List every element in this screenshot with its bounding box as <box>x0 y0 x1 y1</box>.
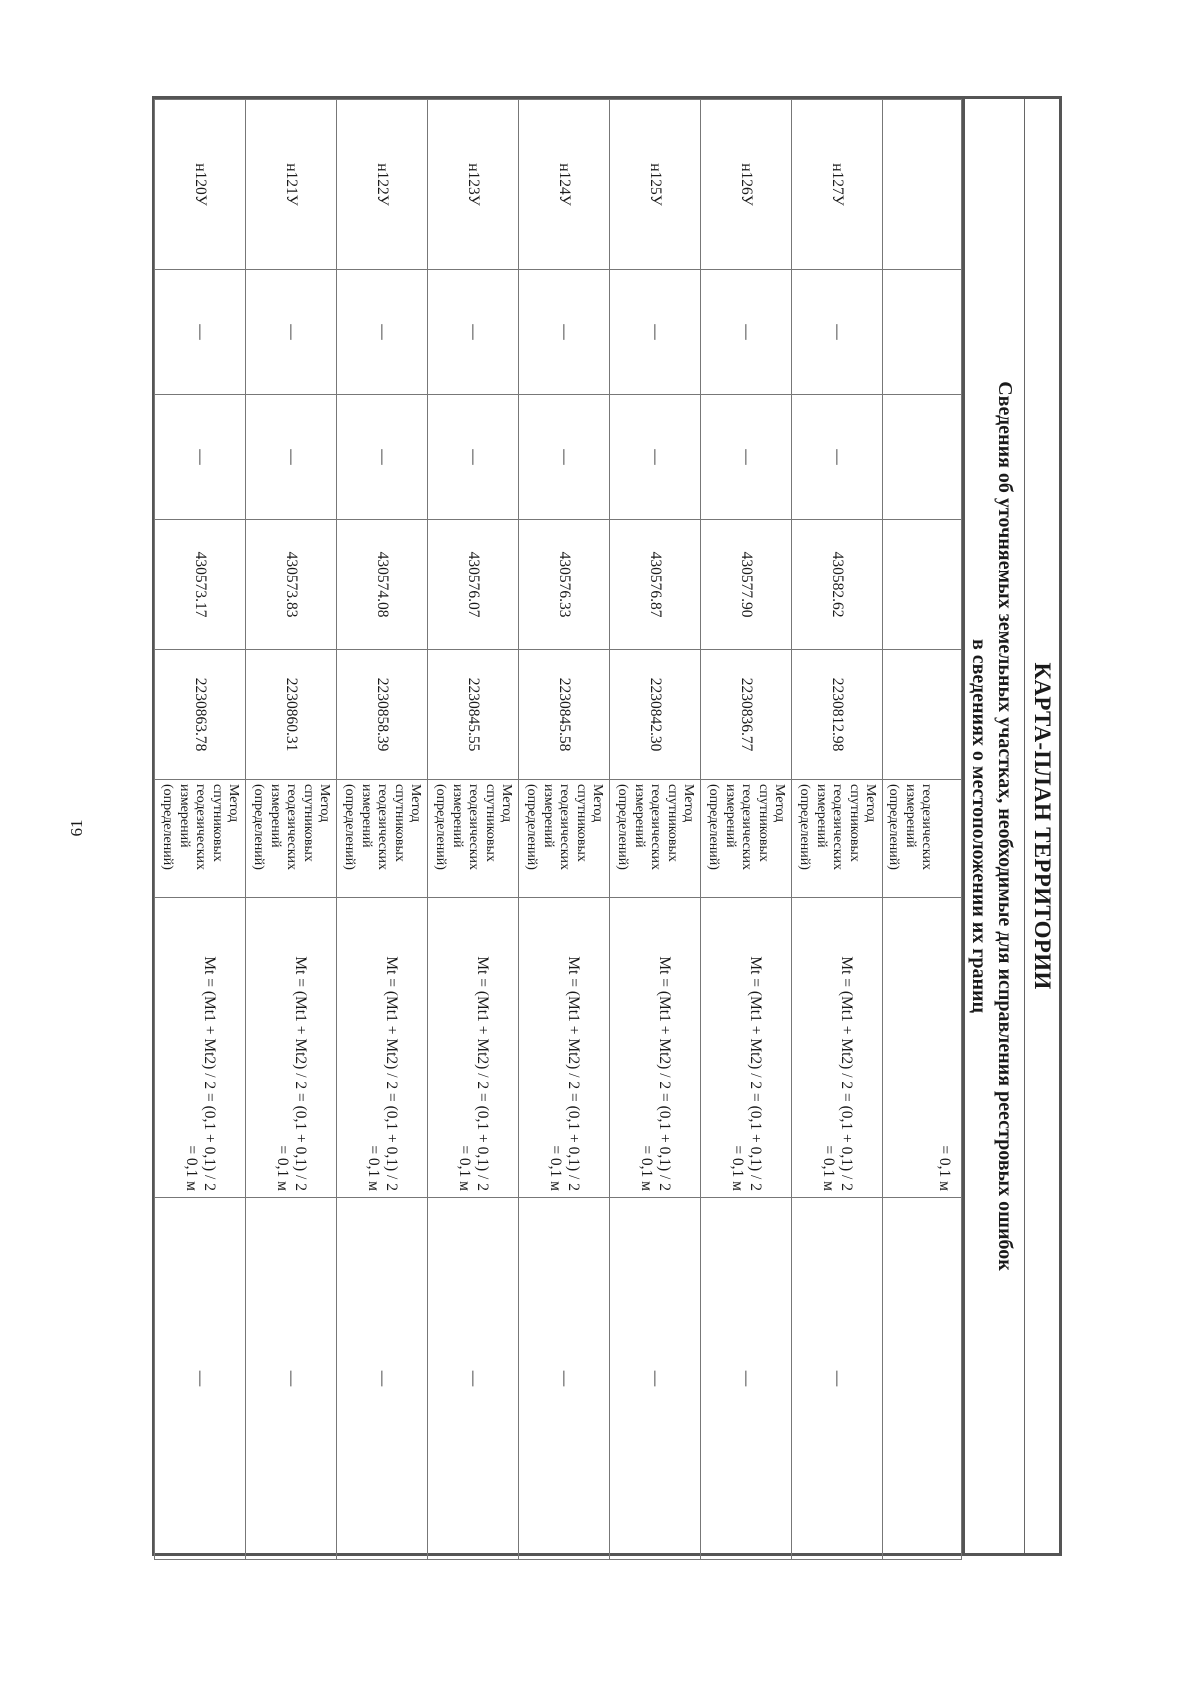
new-x-cell <box>155 520 246 650</box>
subtitle-line-2: в сведениях о местоположении их границ <box>968 638 990 1014</box>
old-x-cell <box>519 270 610 395</box>
formula-cell <box>792 898 883 1198</box>
dash: — <box>556 1370 573 1387</box>
point-cell <box>701 100 792 270</box>
formula-text: Mt = (Mt1 + Mt2) / 2 = (0,1 + 0,1) / 2 <box>201 956 218 1191</box>
method-line: геодезических <box>193 784 209 871</box>
point-name: н126У <box>738 163 755 206</box>
new-y-cell <box>246 650 337 780</box>
x-coordinate: 430577.90 <box>738 551 755 618</box>
coordinates-table <box>154 99 962 1560</box>
dash: — <box>738 1370 755 1387</box>
method-line: Метод спутниковых <box>209 784 242 862</box>
dash: — <box>374 1370 391 1387</box>
old-y-cell <box>610 395 701 520</box>
dash: — <box>829 324 846 340</box>
y-coordinate: 2230836.77 <box>738 677 755 752</box>
point-name: н125У <box>647 163 664 206</box>
new-x-cell <box>792 520 883 650</box>
formula-value: = 0,1 м <box>638 1145 655 1191</box>
dash: — <box>283 449 300 465</box>
formula-cell <box>701 898 792 1198</box>
point-name: н124У <box>556 163 573 206</box>
method-line: (определений) <box>160 784 176 870</box>
point-cell <box>792 100 883 270</box>
point-name: н123У <box>465 163 482 206</box>
x-coordinate: 430574.08 <box>374 551 391 618</box>
method-cell <box>337 780 428 898</box>
page-title: КАРТА-ПЛАН ТЕРРИТОРИИ <box>1024 99 1059 1553</box>
method-cell <box>519 780 610 898</box>
new-y-cell <box>701 650 792 780</box>
table-row <box>701 100 792 1560</box>
old-y-cell <box>246 395 337 520</box>
formula-cell <box>883 898 962 1198</box>
new-x-cell <box>883 520 962 650</box>
formula-value: = 0,1 м <box>274 1145 291 1191</box>
new-y-cell <box>519 650 610 780</box>
y-coordinate: 2230812.98 <box>829 677 846 752</box>
method-line: измерений <box>813 784 829 848</box>
point-cell <box>337 100 428 270</box>
formula-value: = 0,1 м <box>456 1145 473 1191</box>
new-y-cell <box>155 650 246 780</box>
description-cell <box>792 1198 883 1560</box>
method-cell <box>610 780 701 898</box>
old-x-cell <box>792 270 883 395</box>
x-coordinate: 430576.33 <box>556 551 573 618</box>
rotated-table-sheet <box>152 96 1062 1556</box>
description-cell <box>246 1198 337 1560</box>
dash: — <box>374 324 391 340</box>
method-cell <box>883 780 962 898</box>
old-x-cell <box>883 270 962 395</box>
dash: — <box>647 1370 664 1387</box>
new-y-cell <box>883 650 962 780</box>
method-line: (определений) <box>797 784 813 870</box>
dash: — <box>465 324 482 340</box>
method-cell <box>428 780 519 898</box>
method-line: геодезических <box>466 784 482 871</box>
new-x-cell <box>701 520 792 650</box>
point-cell <box>610 100 701 270</box>
method-line: Метод спутниковых <box>664 784 697 862</box>
formula-text: Mt = (Mt1 + Mt2) / 2 = (0,1 + 0,1) / 2 <box>838 956 855 1191</box>
formula-cell <box>519 898 610 1198</box>
dash: — <box>192 449 209 465</box>
description-cell <box>519 1198 610 1560</box>
method-line: геодезических <box>739 784 755 871</box>
formula-text: Mt = (Mt1 + Mt2) / 2 = (0,1 + 0,1) / 2 <box>383 956 400 1191</box>
new-y-cell <box>610 650 701 780</box>
description-cell <box>701 1198 792 1560</box>
description-cell <box>155 1198 246 1560</box>
formula-value: = 0,1 м <box>936 1145 953 1191</box>
new-x-cell <box>428 520 519 650</box>
method-line: измерений <box>540 784 556 848</box>
subtitle-line-1: Сведения об уточняемых земельных участках, необходимые для исправления реестровых ошибок <box>994 381 1016 1271</box>
old-x-cell <box>610 270 701 395</box>
dash: — <box>556 324 573 340</box>
formula-text: Mt = (Mt1 + Mt2) / 2 = (0,1 + 0,1) / 2 <box>565 956 582 1191</box>
point-name: н120У <box>192 163 209 206</box>
old-y-cell <box>792 395 883 520</box>
y-coordinate: 2230842.30 <box>647 677 664 752</box>
dash: — <box>465 1370 482 1387</box>
dash: — <box>283 324 300 340</box>
dash: — <box>283 1370 300 1387</box>
point-name: н122У <box>374 163 391 206</box>
dash: — <box>192 1370 209 1387</box>
point-cell <box>883 100 962 270</box>
method-line: геодезических <box>830 784 846 871</box>
method-line: Метод спутниковых <box>482 784 515 862</box>
new-y-cell <box>792 650 883 780</box>
method-line: измерений <box>267 784 283 848</box>
y-coordinate: 2230845.58 <box>556 677 573 752</box>
x-coordinate: 430576.07 <box>465 551 482 618</box>
formula-value: = 0,1 м <box>820 1145 837 1191</box>
point-name: н121У <box>283 163 300 206</box>
method-line: (определений) <box>886 784 902 870</box>
method-line: (определений) <box>615 784 631 870</box>
formula-text: Mt = (Mt1 + Mt2) / 2 = (0,1 + 0,1) / 2 <box>747 956 764 1191</box>
formula-cell <box>610 898 701 1198</box>
method-line: (определений) <box>342 784 358 870</box>
formula-cell <box>155 898 246 1198</box>
y-coordinate: 2230858.39 <box>374 677 391 752</box>
old-y-cell <box>337 395 428 520</box>
method-line: Метод спутниковых <box>755 784 788 862</box>
method-line: измерений <box>449 784 465 848</box>
old-x-cell <box>701 270 792 395</box>
method-line: геодезических <box>919 784 935 871</box>
formula-value: = 0,1 м <box>183 1145 200 1191</box>
old-y-cell <box>701 395 792 520</box>
method-line: Метод спутниковых <box>846 784 879 862</box>
method-line: измерений <box>176 784 192 848</box>
formula-text: Mt = (Mt1 + Mt2) / 2 = (0,1 + 0,1) / 2 <box>656 956 673 1191</box>
method-line: геодезических <box>375 784 391 871</box>
formula-value: = 0,1 м <box>547 1145 564 1191</box>
point-name: н127У <box>829 163 846 206</box>
formula-cell <box>246 898 337 1198</box>
method-line: (определений) <box>251 784 267 870</box>
new-x-cell <box>610 520 701 650</box>
new-x-cell <box>519 520 610 650</box>
method-line: измерений <box>722 784 738 848</box>
method-cell <box>701 780 792 898</box>
method-line: (определений) <box>524 784 540 870</box>
method-line: Метод спутниковых <box>573 784 606 862</box>
method-line: геодезических <box>284 784 300 871</box>
point-cell <box>155 100 246 270</box>
page-subtitle <box>962 99 1024 1553</box>
dash: — <box>829 1370 846 1387</box>
method-line: геодезических <box>557 784 573 871</box>
old-y-cell <box>428 395 519 520</box>
method-line: (определений) <box>706 784 722 870</box>
y-coordinate: 2230860.31 <box>283 677 300 752</box>
dash: — <box>465 449 482 465</box>
y-coordinate: 2230845.55 <box>465 677 482 752</box>
point-cell <box>428 100 519 270</box>
new-y-cell <box>337 650 428 780</box>
table-row <box>792 100 883 1560</box>
formula-value: = 0,1 м <box>365 1145 382 1191</box>
method-cell <box>246 780 337 898</box>
description-cell <box>883 1198 962 1560</box>
old-y-cell <box>519 395 610 520</box>
formula-cell <box>428 898 519 1198</box>
x-coordinate: 430576.87 <box>647 551 664 618</box>
page-number: 61 <box>67 819 86 837</box>
new-y-cell <box>428 650 519 780</box>
old-x-cell <box>337 270 428 395</box>
point-cell <box>246 100 337 270</box>
table-body <box>155 100 962 1560</box>
description-cell <box>610 1198 701 1560</box>
dash: — <box>556 449 573 465</box>
table-row <box>246 100 337 1560</box>
dash: — <box>829 449 846 465</box>
dash: — <box>647 324 664 340</box>
method-line: измерений <box>903 784 918 848</box>
method-line: измерений <box>631 784 647 848</box>
formula-cell <box>337 898 428 1198</box>
dash: — <box>738 324 755 340</box>
table-row-continuation <box>883 100 962 1560</box>
new-x-cell <box>246 520 337 650</box>
old-y-cell <box>883 395 962 520</box>
dash: — <box>374 449 391 465</box>
dash: — <box>647 449 664 465</box>
method-line: геодезических <box>648 784 664 871</box>
dash: — <box>192 324 209 340</box>
method-line: (определений) <box>433 784 449 870</box>
method-cell <box>155 780 246 898</box>
table-row <box>337 100 428 1560</box>
old-y-cell <box>155 395 246 520</box>
method-cell <box>792 780 883 898</box>
method-line: Метод спутниковых <box>300 784 333 862</box>
dash: — <box>738 449 755 465</box>
method-line: Метод спутниковых <box>391 784 424 862</box>
new-x-cell <box>337 520 428 650</box>
description-cell <box>428 1198 519 1560</box>
old-x-cell <box>428 270 519 395</box>
description-cell <box>337 1198 428 1560</box>
method-line: измерений <box>358 784 374 848</box>
old-x-cell <box>155 270 246 395</box>
formula-value: = 0,1 м <box>729 1145 746 1191</box>
x-coordinate: 430582.62 <box>829 551 846 618</box>
x-coordinate: 430573.17 <box>192 551 209 618</box>
x-coordinate: 430573.83 <box>283 551 300 618</box>
formula-text: Mt = (Mt1 + Mt2) / 2 = (0,1 + 0,1) / 2 <box>474 956 491 1191</box>
formula-text: Mt = (Mt1 + Mt2) / 2 = (0,1 + 0,1) / 2 <box>292 956 309 1191</box>
table-row <box>519 100 610 1560</box>
y-coordinate: 2230863.78 <box>192 677 209 752</box>
point-cell <box>519 100 610 270</box>
table-row <box>155 100 246 1560</box>
old-x-cell <box>246 270 337 395</box>
table-row <box>428 100 519 1560</box>
table-row <box>610 100 701 1560</box>
